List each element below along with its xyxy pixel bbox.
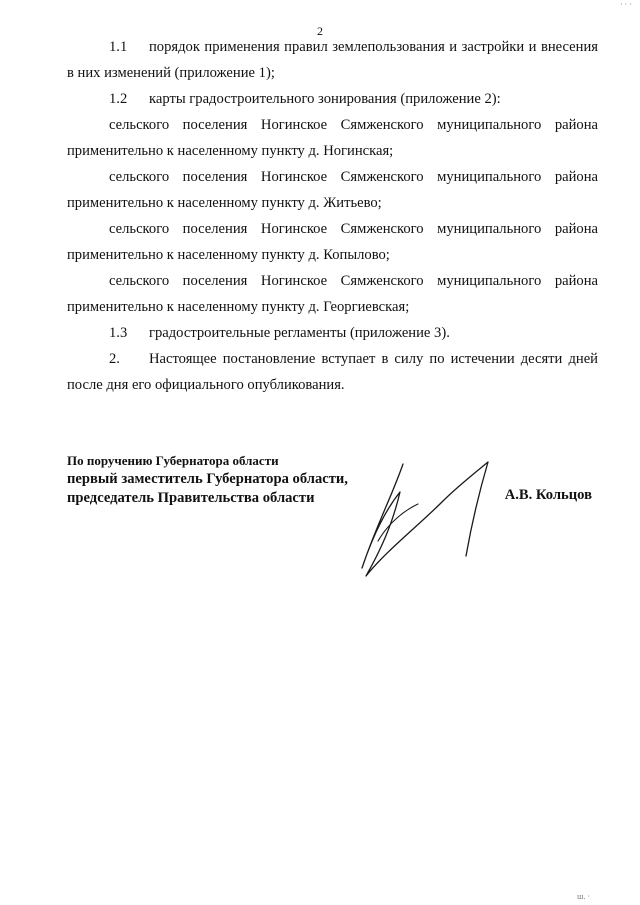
signatory-position-1: первый заместитель Губернатора области,	[67, 471, 348, 487]
signatory-position-2: председатель Правительства области	[67, 490, 315, 506]
item-number: 1.3	[109, 325, 128, 341]
signatory-authority: По поручению Губернатора области	[67, 453, 279, 468]
map-item-kopylovo: сельского поселения Ногинское Сямженского муниципального района применительно к населенному пункту д. Копылово;	[67, 221, 598, 263]
item-number: 1.2	[109, 91, 128, 107]
scan-mark-bottom: ш. ·	[577, 892, 590, 901]
item-2	[67, 346, 598, 398]
item-number: 2.	[109, 351, 120, 367]
item-text: Настоящее постановление вступает в силу по истечении десяти дней после дня его официального опубликования.	[67, 351, 598, 393]
item-1-1	[67, 34, 598, 86]
item-number: 1.1	[109, 39, 128, 55]
item-text: порядок применения правил землепользования и застройки и внесения в них изменений (приложение 1);	[67, 39, 598, 81]
resolution-body	[67, 34, 598, 398]
map-item-georgievskaya: сельского поселения Ногинское Сямженского муниципального района применительно к населенному пункту д. Георгиевская;	[67, 273, 598, 315]
map-item-noginskaya: сельского поселения Ногинское Сямженского муниципального района применительно к населенному пункту д. Ногинская;	[67, 117, 598, 159]
item-1-3	[67, 320, 598, 346]
item-text: градостроительные регламенты (приложение 3).	[149, 325, 450, 341]
item-1-2	[67, 86, 598, 112]
signatory-name: А.В. Кольцов	[504, 487, 592, 503]
page-number: 2	[317, 24, 323, 38]
map-item-zhitevo: сельского поселения Ногинское Сямженского муниципального района применительно к населенному пункту д. Житьево;	[67, 169, 598, 211]
item-text: карты градостроительного зонирования (приложение 2):	[149, 91, 501, 107]
handwritten-signature	[348, 456, 498, 581]
signature-block	[67, 452, 598, 508]
scan-mark-top: · · ·	[620, 0, 632, 9]
